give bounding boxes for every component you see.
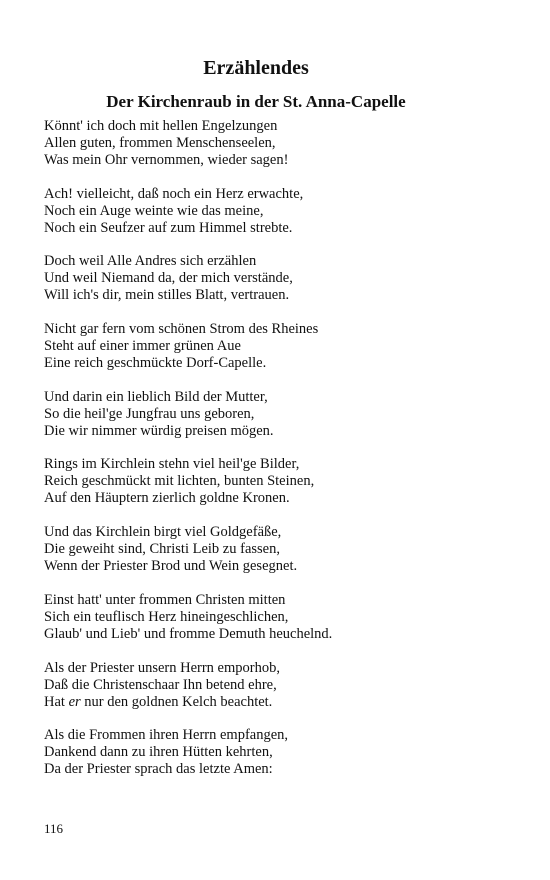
verse-line: Nicht gar fern vom schönen Strom des Rheines [44,321,319,338]
verse-line: Rings im Kirchlein stehn viel heil'ge Bilder, [44,456,300,473]
stanza [44,592,514,643]
verse-line [44,694,514,711]
verse-line: Und weil Niemand da, der mich verstände, [44,270,293,287]
stanza [44,253,514,304]
verse-line: Eine reich geschmückte Dorf-Capelle. [44,355,267,372]
stanza [44,660,514,711]
verse-text: nur den goldnen Kelch beachtet. [80,693,273,710]
verse-line: Und das Kirchlein birgt viel Goldgefäße, [44,524,282,541]
verse-line: Allen guten, frommen Menschenseelen, [44,135,276,151]
verse-line: Will ich's dir, mein stilles Blatt, vertrauen. [44,287,290,304]
verse-line: Da der Priester sprach das letzte Amen: [44,761,273,778]
verse-line: So die heil'ge Jungfrau uns geboren, [44,405,255,422]
stanza [44,321,514,372]
verse-line: Einst hatt' unter frommen Christen mitten [44,591,286,608]
verse-line: Ach! vielleicht, daß noch ein Herz erwachte, [44,185,304,202]
stanza [44,118,514,169]
emphasized-word: er [68,693,81,710]
verse-line: Steht auf einer immer grünen Aue [44,338,241,355]
section-title: Erzählendes [203,57,309,79]
stanza [44,727,514,778]
verse-line: Was mein Ohr vernommen, wieder sagen! [44,152,289,168]
stanza [44,389,514,440]
verse-line: Als die Frommen ihren Herrn empfangen, [44,727,289,744]
poem-body [44,118,514,795]
poem-title: Der Kirchenraub in der St. Anna-Capelle [106,92,406,111]
verse-line: Dankend dann zu ihren Hütten kehrten, [44,744,273,761]
verse-line: Könnt' ich doch mit hellen Engelzungen [44,118,278,134]
verse-line: Sich ein teuflisch Herz hineingeschlichen, [44,608,289,625]
verse-text: Hat [44,693,69,710]
stanza [44,456,514,507]
verse-line: Glaub' und Lieb' und fromme Demuth heuchelnd. [44,625,333,642]
verse-line: Und darin ein lieblich Bild der Mutter, [44,388,268,405]
verse-line: Auf den Häuptern zierlich goldne Kronen. [44,490,290,507]
verse-line: Noch ein Seufzer auf zum Himmel strebte. [44,219,293,236]
verse-line: Reich geschmückt mit lichten, bunten Steinen, [44,473,315,490]
verse-line: Noch ein Auge weinte wie das meine, [44,202,264,219]
page-number: 116 [44,821,64,836]
verse-line: Als der Priester unsern Herrn emporhob, [44,659,280,676]
verse-line: Doch weil Alle Andres sich erzählen [44,253,257,270]
verse-line: Wenn der Priester Brod und Wein gesegnet. [44,558,298,575]
verse-line: Die geweiht sind, Christi Leib zu fassen, [44,541,280,558]
stanza [44,186,514,237]
stanza [44,524,514,575]
verse-line: Die wir nimmer würdig preisen mögen. [44,422,274,439]
verse-line: Daß die Christenschaar Ihn betend ehre, [44,676,277,693]
